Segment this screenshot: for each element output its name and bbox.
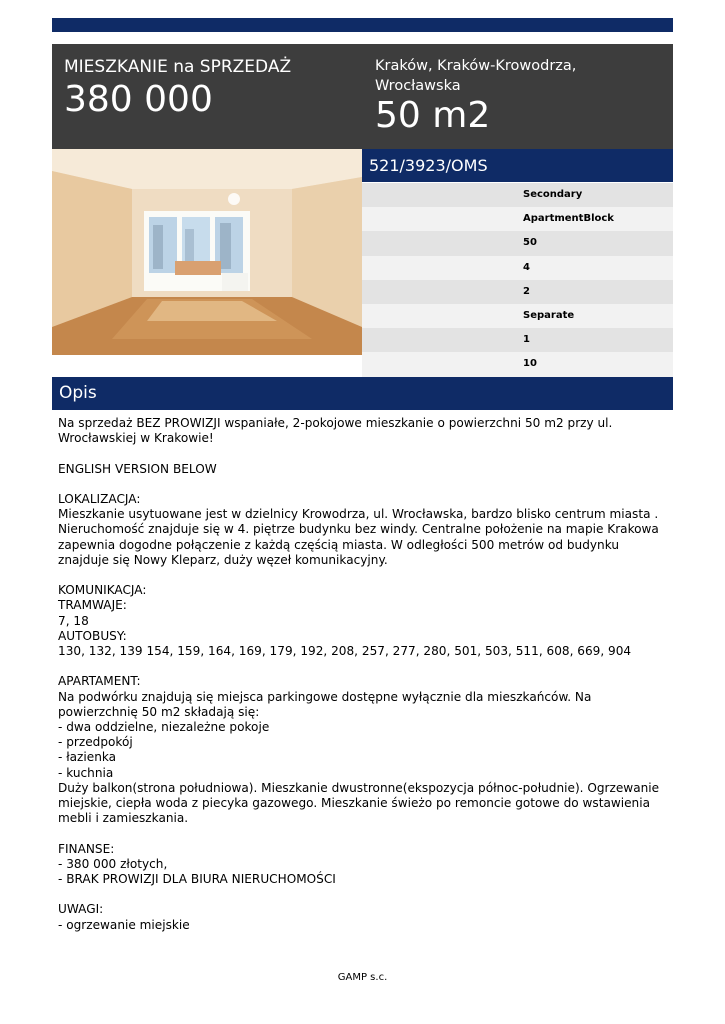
description-line: ENGLISH VERSION BELOW bbox=[58, 461, 217, 476]
detail-value: Secondary bbox=[523, 189, 583, 200]
detail-row bbox=[362, 280, 673, 304]
detail-row bbox=[362, 231, 673, 255]
description-line: - 380 000 złotych, bbox=[58, 856, 168, 871]
description-line: Mieszkanie usytuowane jest w dzielnicy Krowodrza, ul. Wrocławska, bardzo blisko centrum miasta . bbox=[58, 507, 659, 522]
description-line: KOMUNIKACJA: bbox=[58, 583, 147, 598]
detail-row bbox=[362, 352, 673, 376]
header-left bbox=[64, 56, 291, 120]
detail-value: 1 bbox=[523, 334, 530, 346]
description-line bbox=[58, 446, 670, 461]
description-line: Nieruchomość znajduje się w 4. piętrze budynku bez windy. Centralne położenie na mapie Krakowa bbox=[58, 522, 659, 537]
description-line: miejskie, ciepła woda z piecyka gazowego. Mieszkanie świeżo po remoncie gotowe do wstawienia bbox=[58, 796, 650, 811]
detail-value: 2 bbox=[523, 285, 530, 297]
detail-value: ApartmentBlock bbox=[523, 213, 614, 225]
detail-value: Separate bbox=[523, 309, 575, 321]
description-line: APARTAMENT: bbox=[58, 674, 141, 689]
detail-row bbox=[362, 183, 673, 207]
description-text bbox=[58, 416, 670, 933]
detail-value: 4 bbox=[523, 261, 530, 273]
details-table bbox=[362, 183, 673, 377]
description-line bbox=[58, 477, 670, 492]
header-right bbox=[375, 56, 665, 136]
description-line bbox=[58, 826, 670, 841]
description-line bbox=[58, 568, 670, 583]
description-line: AUTOBUSY: bbox=[58, 628, 127, 643]
listing-type: MIESZKANIE na SPRZEDAŻ bbox=[64, 57, 292, 77]
apartment-photo bbox=[52, 149, 362, 355]
reference-number: 521/3923/OMS bbox=[369, 156, 488, 175]
description-line: 130, 132, 139 154, 159, 164, 169, 179, 192, 208, 257, 277, 280, 501, 503, 511, 608, 669, 904 bbox=[58, 644, 632, 658]
detail-row bbox=[362, 256, 673, 280]
description-header bbox=[52, 377, 673, 410]
footer-company: GAMP s.c. bbox=[337, 972, 388, 983]
listing-price: 380 000 bbox=[64, 79, 213, 120]
section-title: Opis bbox=[59, 383, 97, 403]
description-line: Na sprzedaż BEZ PROWIZJI wspaniałe, 2-pokojowe mieszkanie o powierzchni 50 m2 przy ul. bbox=[58, 416, 613, 430]
description-line: TRAMWAJE: bbox=[58, 598, 127, 613]
description-line: powierzchnię 50 m2 składają się: bbox=[58, 704, 260, 719]
description-line: - kuchnia bbox=[58, 765, 114, 780]
description-line: znajduje się Nowy Kleparz, duży węzeł komunikacyjny. bbox=[58, 552, 388, 567]
detail-row bbox=[362, 304, 673, 328]
description-line: - ogrzewanie miejskie bbox=[58, 917, 190, 932]
listing-header bbox=[52, 44, 673, 149]
description-line: Na podwórku znajdują się miejsca parkingowe dostępne wyłącznie dla mieszkańców. Na bbox=[58, 689, 592, 704]
description-line: - przedpokój bbox=[58, 735, 133, 750]
description-line bbox=[58, 659, 670, 674]
top-accent-bar bbox=[52, 18, 673, 32]
description-line: 7, 18 bbox=[58, 613, 89, 628]
detail-row bbox=[362, 207, 673, 231]
listing-location: Kraków, Kraków-Krowodrza, Wrocławska bbox=[375, 58, 577, 94]
description-line: UWAGI: bbox=[58, 902, 104, 917]
reference-bar bbox=[362, 149, 673, 182]
description-line: mebli i zamieszkania. bbox=[58, 811, 189, 826]
detail-value: 10 bbox=[523, 358, 537, 370]
description-line: FINANSE: bbox=[58, 841, 115, 856]
description-line: - łazienka bbox=[58, 750, 117, 765]
description-line: Wrocławskiej w Krakowie! bbox=[58, 431, 214, 446]
description-line: - dwa oddzielne, niezależne pokoje bbox=[58, 720, 270, 734]
description-line bbox=[58, 887, 670, 902]
listing-area: 50 m2 bbox=[375, 95, 491, 136]
detail-row bbox=[362, 328, 673, 352]
description-line: Duży balkon(strona południowa). Mieszkanie dwustronne(ekspozycja północ-południe). Ogrzewanie bbox=[58, 780, 660, 795]
detail-value: 50 bbox=[523, 237, 537, 249]
description-line: zapewnia dogodne połączenie z każdą częścią miasta. W odległości 500 metrów od budynku bbox=[58, 537, 620, 552]
description-line: - BRAK PROWIZJI DLA BIURA NIERUCHOMOŚCI bbox=[58, 872, 336, 887]
description-line: LOKALIZACJA: bbox=[58, 491, 141, 506]
